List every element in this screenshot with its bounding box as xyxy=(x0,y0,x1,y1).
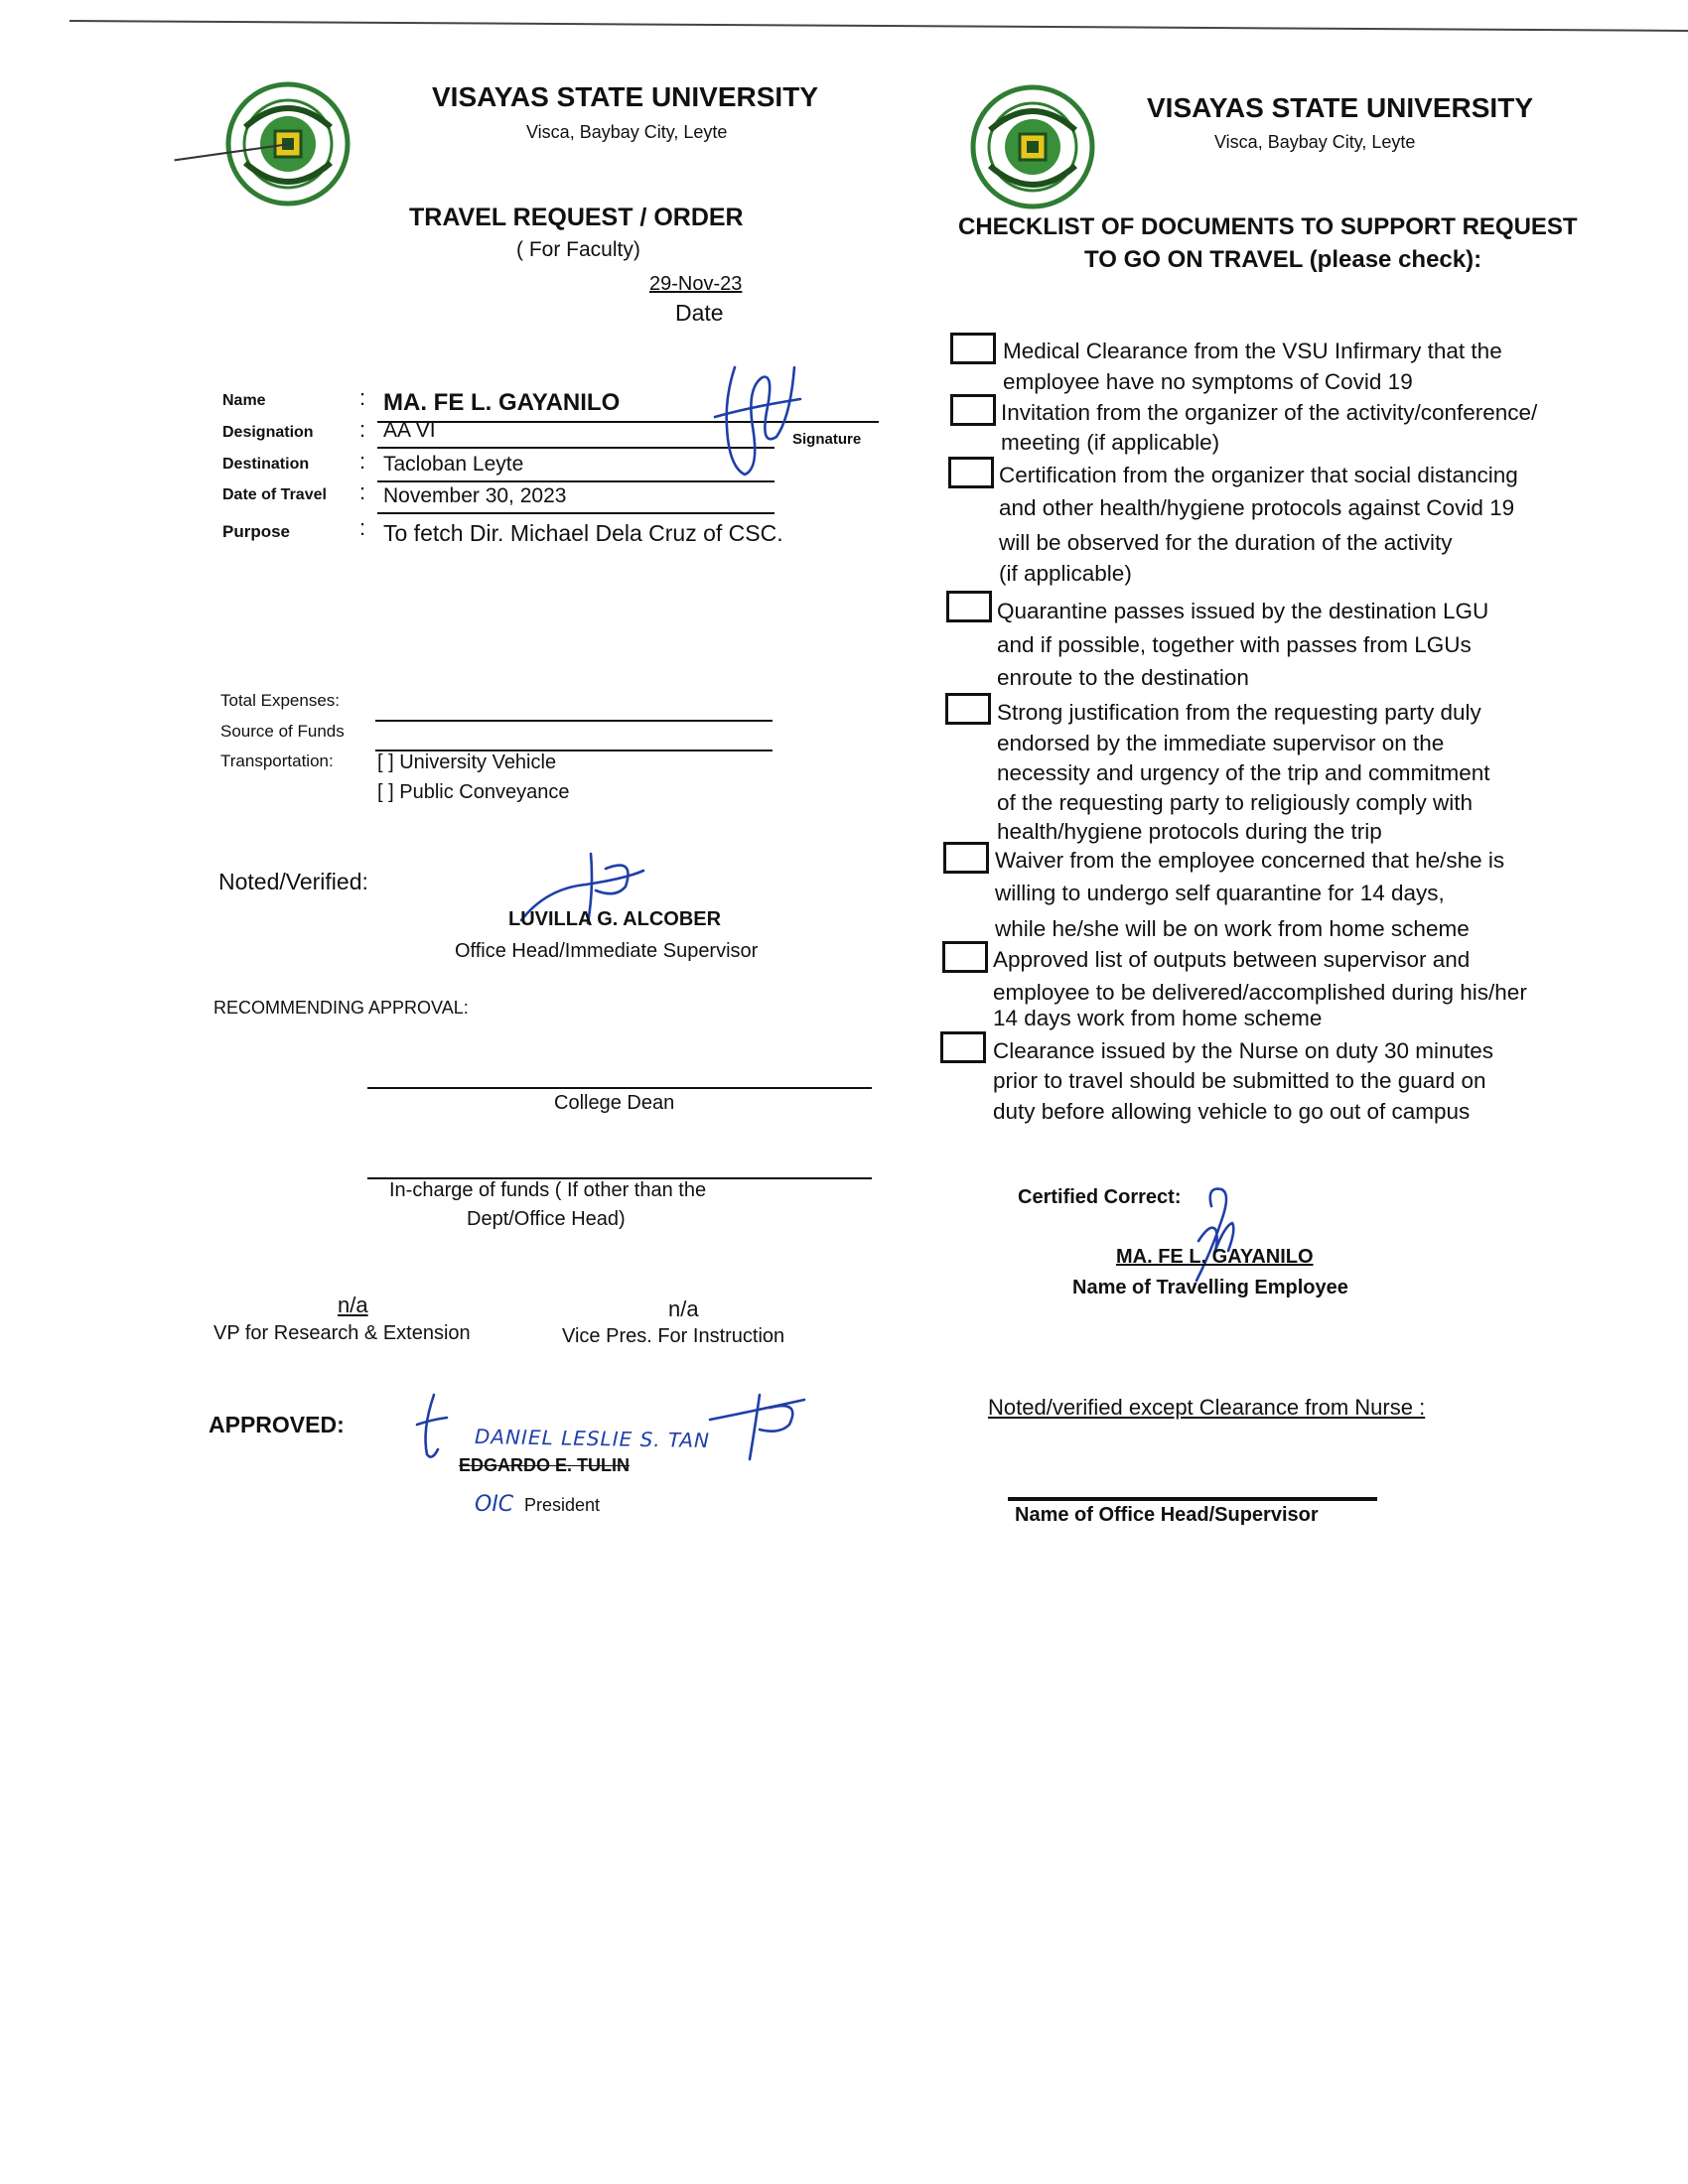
checklist-item-7-line1: Approved list of outputs between supervisor and xyxy=(993,947,1471,972)
form-title: TRAVEL REQUEST / ORDER xyxy=(409,204,744,231)
supervisor-title: Office Head/Immediate Supervisor xyxy=(455,940,759,962)
checklist-item-8-line3: duty before allowing vehicle to go out of campus xyxy=(993,1099,1471,1124)
checklist-item-8-line2: prior to travel should be submitted to the guard on xyxy=(993,1068,1486,1093)
checklist-item-3-line4: (if applicable) xyxy=(999,561,1132,586)
destination-colon: : xyxy=(359,449,366,474)
checklist-checkbox-5[interactable] xyxy=(945,693,991,725)
checklist-checkbox-7[interactable] xyxy=(942,941,988,973)
employee-label: Name of Travelling Employee xyxy=(1072,1277,1348,1298)
checklist-item-2-line2: meeting (if applicable) xyxy=(1001,430,1220,455)
university-seal-icon xyxy=(968,82,1097,211)
checklist-item-5-line2: endorsed by the immediate supervisor on the xyxy=(997,731,1445,755)
checklist-item-4-line1: Quarantine passes issued by the destination LGU xyxy=(997,599,1489,623)
checklist-item-7-line3: 14 days work from home scheme xyxy=(993,1006,1323,1030)
transportation-label: Transportation: xyxy=(220,751,334,770)
checklist-item-1-line1: Medical Clearance from the VSU Infirmary that the xyxy=(1003,339,1502,363)
supervisor-name: LUVILLA G. ALCOBER xyxy=(508,908,722,930)
employee-name: MA. FE L. GAYANILO xyxy=(1116,1246,1314,1268)
designation-label: Designation xyxy=(222,424,314,441)
checklist-item-3-line2: and other health/hygiene protocols against Covid 19 xyxy=(999,495,1515,520)
president-name: EDGARDO E. TULIN xyxy=(459,1455,631,1475)
name-value: MA. FE L. GAYANILO xyxy=(383,389,621,416)
incharge-funds-label-line2: Dept/Office Head) xyxy=(467,1208,626,1230)
checklist-checkbox-4[interactable] xyxy=(946,591,992,622)
transport-option-public-conveyance: [ ] Public Conveyance xyxy=(377,781,570,803)
checklist-item-2-line1: Invitation from the organizer of the activity/conference/ xyxy=(1001,400,1538,425)
date-of-travel-underline xyxy=(377,512,774,514)
checklist-item-1-line2: employee have no symptoms of Covid 19 xyxy=(1003,369,1413,394)
checklist-item-6-line1: Waiver from the employee concerned that he/she is xyxy=(995,848,1505,873)
college-dean-line xyxy=(367,1087,872,1089)
destination-value: Tacloban Leyte xyxy=(383,453,524,476)
checklist-item-3-line1: Certification from the organizer that social distancing xyxy=(999,463,1518,487)
total-expenses-label: Total Expenses: xyxy=(220,691,341,710)
applicant-signature xyxy=(705,357,804,481)
noted-except-nurse-label: Noted/verified except Clearance from Nurse : xyxy=(988,1395,1426,1420)
checklist-item-3-line3: will be observed for the duration of the activity xyxy=(999,530,1453,555)
vp-research-value: n/a xyxy=(338,1293,368,1317)
vp-instruction-value: n/a xyxy=(668,1297,699,1321)
checklist-item-6-line2: willing to undergo self quarantine for 14 days, xyxy=(995,881,1445,905)
office-head-label: Name of Office Head/Supervisor xyxy=(1015,1504,1319,1526)
scan-edge-line xyxy=(70,20,1688,32)
recommending-approval-label: RECOMMENDING APPROVAL: xyxy=(213,998,469,1018)
president-title: President xyxy=(524,1495,601,1515)
university-address: Visca, Baybay City, Leyte xyxy=(526,122,728,142)
noted-verified-label: Noted/Verified: xyxy=(218,869,368,894)
handwritten-oic: OIC xyxy=(475,1492,514,1517)
approved-label: APPROVED: xyxy=(209,1412,345,1437)
destination-label: Destination xyxy=(222,456,310,473)
checklist-item-6-line3: while he/she will be on work from home scheme xyxy=(995,916,1470,941)
purpose-value: To fetch Dir. Michael Dela Cruz of CSC. xyxy=(383,520,783,546)
checklist-item-4-line3: enroute to the destination xyxy=(997,665,1249,690)
form-date-value: 29-Nov-23 xyxy=(649,273,743,295)
office-head-line xyxy=(1008,1497,1377,1501)
checklist-item-5-line1: Strong justification from the requesting party duly xyxy=(997,700,1481,725)
checklist-item-5-line5: health/hygiene protocols during the trip xyxy=(997,819,1382,844)
name-colon: : xyxy=(359,385,366,410)
checklist-checkbox-1[interactable] xyxy=(950,333,996,364)
designation-colon: : xyxy=(359,417,366,442)
form-subtitle: ( For Faculty) xyxy=(516,238,640,261)
certified-correct-label: Certified Correct: xyxy=(1018,1186,1182,1208)
vp-research-label: VP for Research & Extension xyxy=(213,1322,471,1344)
checklist-checkbox-2[interactable] xyxy=(950,394,996,426)
purpose-colon: : xyxy=(359,515,366,540)
checklist-title-line1: CHECKLIST OF DOCUMENTS TO SUPPORT REQUEST xyxy=(958,213,1578,240)
name-label: Name xyxy=(222,392,266,409)
university-name: VISAYAS STATE UNIVERSITY xyxy=(432,81,818,112)
checklist-item-5-line3: necessity and urgency of the trip and commitment xyxy=(997,760,1490,785)
checklist-item-4-line2: and if possible, together with passes from LGUs xyxy=(997,632,1472,657)
designation-value: AA VI xyxy=(383,419,436,442)
form-date-label: Date xyxy=(675,300,724,326)
signature-label: Signature xyxy=(792,431,862,448)
vp-instruction-label: Vice Pres. For Instruction xyxy=(562,1325,785,1347)
checklist-title-line2: TO GO ON TRAVEL (please check): xyxy=(1084,246,1482,273)
purpose-label: Purpose xyxy=(222,522,291,541)
date-of-travel-label: Date of Travel xyxy=(222,486,327,503)
university-name-right: VISAYAS STATE UNIVERSITY xyxy=(1147,92,1533,123)
checklist-item-7-line2: employee to be delivered/accomplished during his/her xyxy=(993,980,1527,1005)
source-of-funds-label: Source of Funds xyxy=(220,722,345,741)
checklist-checkbox-6[interactable] xyxy=(943,842,989,874)
university-address-right: Visca, Baybay City, Leyte xyxy=(1214,132,1416,152)
employee-signature xyxy=(1167,1181,1246,1291)
checklist-item-8-line1: Clearance issued by the Nurse on duty 30 minutes xyxy=(993,1038,1494,1063)
checklist-checkbox-8[interactable] xyxy=(940,1031,986,1063)
checklist-item-5-line4: of the requesting party to religiously comply with xyxy=(997,790,1473,815)
handwritten-president-name: DANIEL LESLIE S. TAN xyxy=(474,1424,711,1453)
college-dean-label: College Dean xyxy=(554,1092,675,1114)
total-expenses-line xyxy=(375,720,773,722)
date-of-travel-value: November 30, 2023 xyxy=(383,484,567,507)
incharge-funds-label-line1: In-charge of funds ( If other than the xyxy=(389,1179,707,1201)
date-of-travel-colon: : xyxy=(359,479,366,504)
checklist-checkbox-3[interactable] xyxy=(948,457,994,488)
transport-option-university-vehicle: [ ] University Vehicle xyxy=(377,751,557,773)
